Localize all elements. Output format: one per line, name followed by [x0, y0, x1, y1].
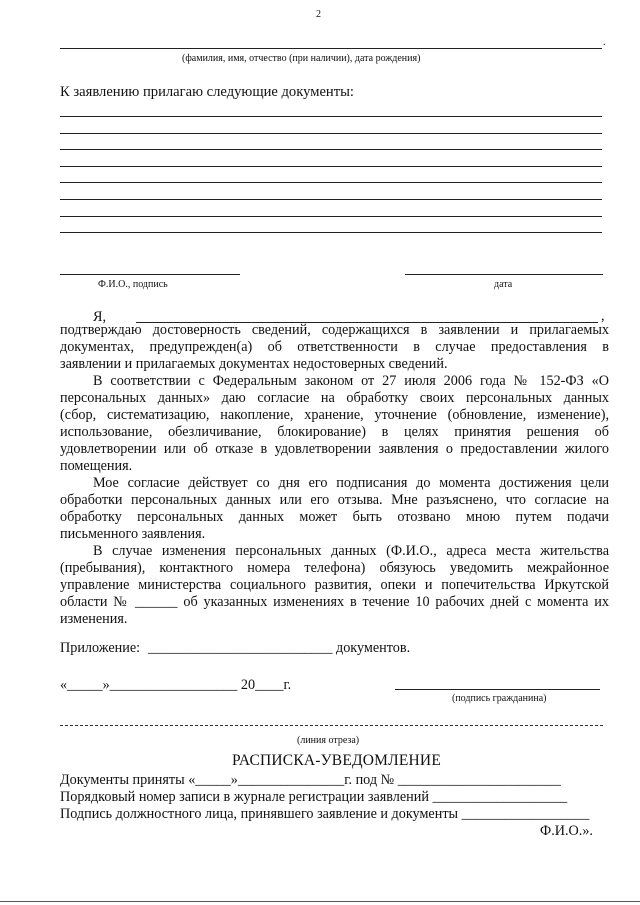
receipt-fio: Ф.И.О.». [540, 823, 593, 839]
attachment-line [60, 216, 602, 217]
appendix-label: Приложение: [60, 640, 141, 656]
ya-label: Я, [93, 309, 107, 325]
citizen-signature-line [395, 689, 600, 690]
consent-p1-line: подтверждаю достоверность сведений, содержащихся в заявлении и прилагаемых [60, 322, 609, 338]
name-caption: (фамилия, имя, отчество (при наличии), дата рождения) [182, 53, 421, 64]
fio-signature-line [60, 274, 240, 275]
receipt-row-official-signature: Подпись должностного лица, принявшего заявление и документы __________________ [60, 806, 590, 822]
consent-p4-line: В случае изменения персональных данных (Ф.И.О., адреса места жительства [93, 543, 609, 559]
date-blank: «_____»__________________ 20____г. [60, 677, 292, 693]
attachment-line [60, 166, 602, 167]
page-number: 2 [316, 9, 321, 20]
appendix-suffix: документов. [336, 640, 411, 656]
consent-p4-line: области № ______ об указанных изменениях в течение 10 рабочих дней с момента их [60, 594, 609, 610]
consent-p3-line: обработку персональных данных может быть отозвано мною путем подачи [60, 509, 609, 525]
consent-p4-last: изменения. [60, 611, 128, 627]
consent-p4-line: (пребывания), контактного номера телефона) обязуюсь уведомить межрайонное [60, 560, 609, 576]
consent-p2-line: удовлетворении или об отказе в удовлетворении заявления о предоставлении жилого [60, 441, 609, 457]
trailing-dot: . [603, 37, 606, 48]
attachment-line [60, 116, 602, 117]
attachment-line [60, 182, 602, 183]
consent-p1-last: заявлении и прилагаемых документах недостоверных сведений. [60, 356, 448, 372]
appendix-blank: __________________________ [148, 640, 333, 656]
consent-p3-line: Мое согласие действует со дня его подписания до момента достижения цели [93, 475, 609, 491]
consent-p2-line: В соответствии с Федеральным законом от 27 июля 2006 года № 152-ФЗ «О [93, 373, 609, 389]
consent-p2-line: использование, обезличивание, блокирование) в целях принятия решения об [60, 424, 609, 440]
attachment-line [60, 199, 602, 200]
fio-signature-caption: Ф.И.О., подпись [98, 279, 168, 290]
cut-line-caption: (линия отреза) [297, 735, 360, 746]
attachments-heading: К заявлению прилагаю следующие документы: [60, 84, 354, 100]
consent-p1-line: документах, предупрежден(а) об ответственности в случае предоставления в [60, 339, 609, 355]
consent-p2-line: (сбор, систематизацию, накопление, хранение, уточнение (обновление, изменение), [60, 407, 609, 423]
consent-p4-line: управление министерства социального развития, опеки и попечительства Иркутской [60, 577, 609, 593]
attachment-line [60, 149, 602, 150]
consent-p3-last: письменного заявления. [60, 526, 206, 542]
cut-line [60, 725, 603, 726]
receipt-row-accepted: Документы приняты «_____»_______________г. под № _______________________ [60, 772, 561, 788]
citizen-signature-caption: (подпись гражданина) [452, 693, 547, 704]
attachment-line [60, 232, 602, 233]
consent-p3-line: обработки персональных данных или его отзыва. Мне разъяснено, что согласие на [60, 492, 609, 508]
ya-comma: , [601, 308, 605, 324]
consent-p2-last: помещения. [60, 458, 133, 474]
attachment-line [60, 133, 602, 134]
receipt-row-journal: Порядковый номер записи в журнале регистрации заявлений ___________________ [60, 789, 568, 805]
date-caption: дата [494, 279, 513, 290]
page-bottom-edge [0, 901, 640, 902]
date-line [405, 274, 603, 275]
consent-p2-line: персональных данных» даю согласие на обработку своих персональных данных [60, 390, 609, 406]
receipt-title: РАСПИСКА-УВЕДОМЛЕНИЕ [232, 752, 441, 769]
name-line [60, 48, 602, 49]
